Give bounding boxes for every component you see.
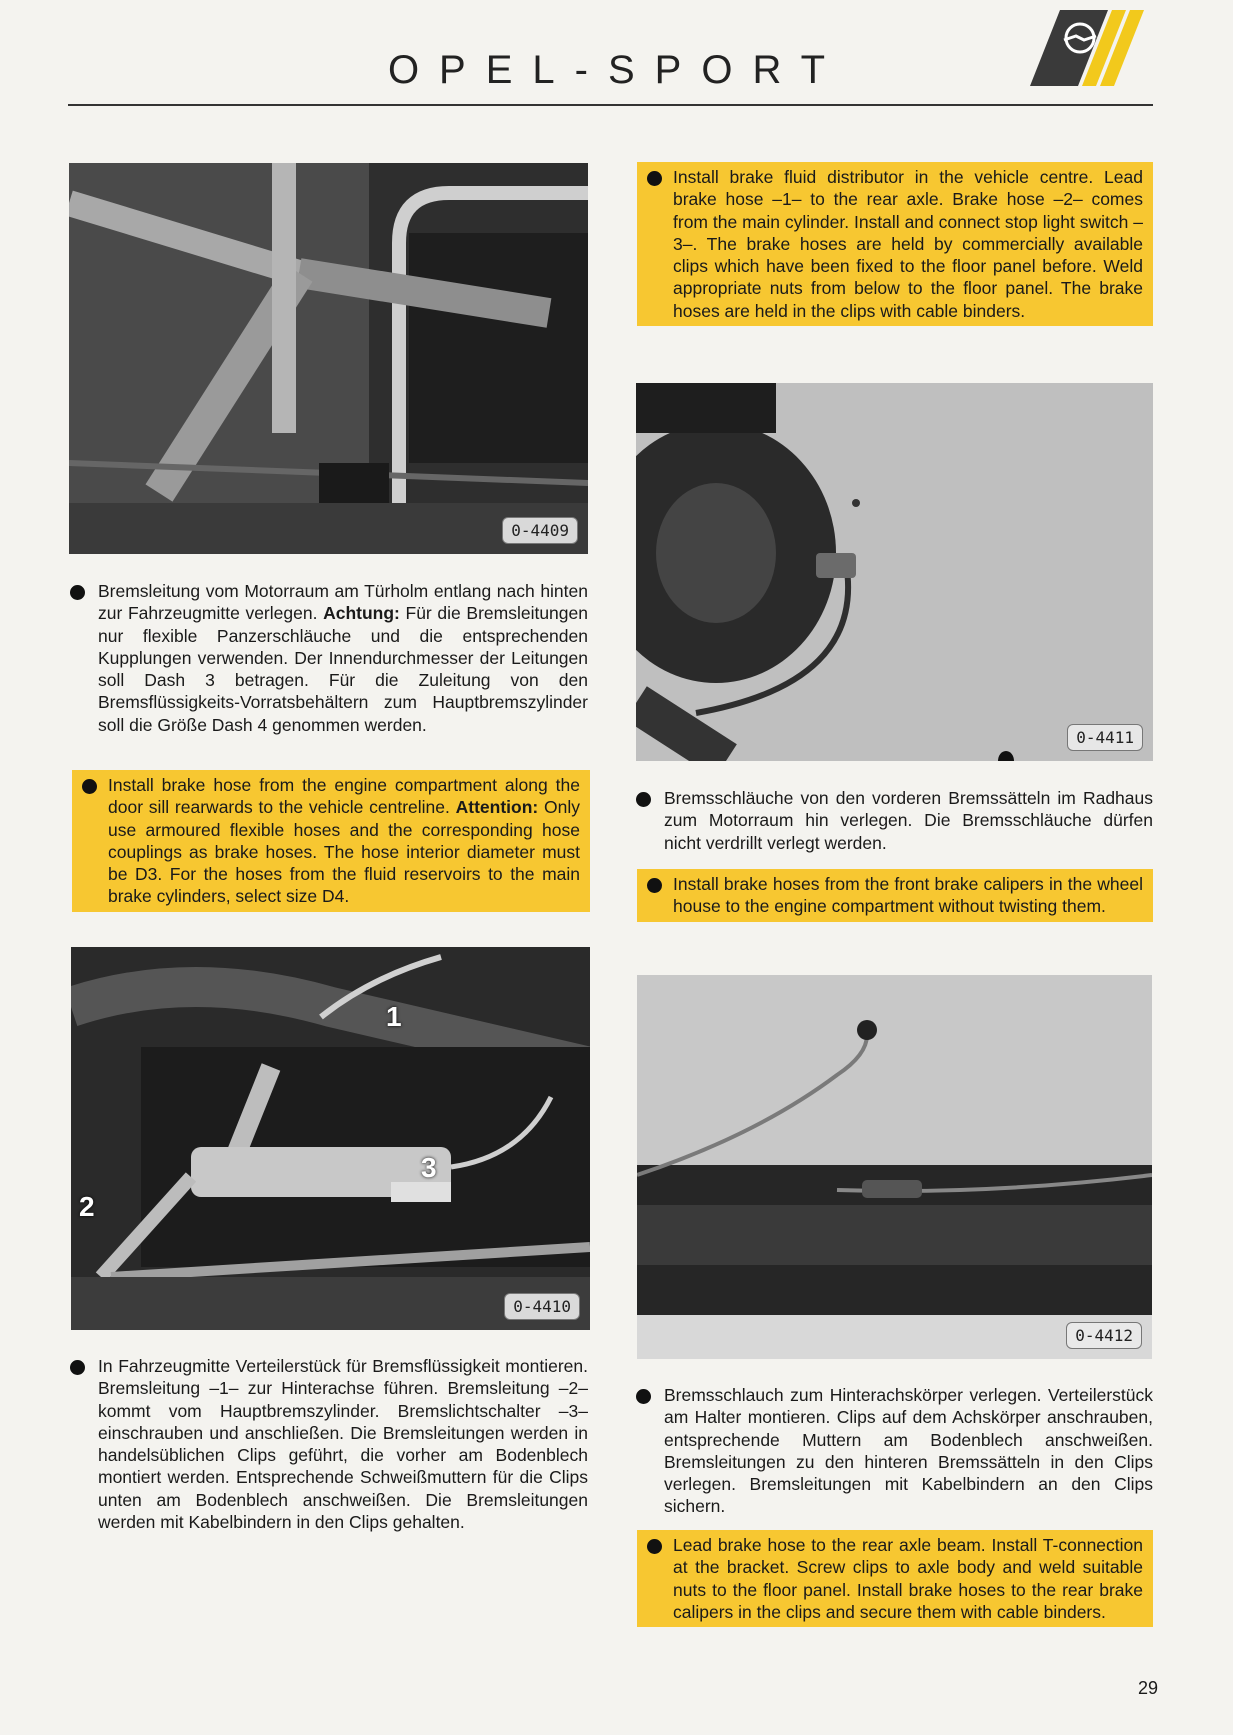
bullet-icon (82, 779, 97, 794)
paragraph-en-2: Install brake fluid distributor in the vehicle centre. Lead brake hose –1– to the rear axle. Brake hose –2– comes from the main cylinder. Install and connect stop light switch –3–. The brake hoses are held by commercially available clips which have been fixed to the floor panel before. Weld appropriate nuts from below to the floor panel. The brake hoses are held in the clips with cable binders. (637, 162, 1153, 326)
paragraph-de-4: Bremsschlauch zum Hinterachskörper verlegen. Verteilerstück am Halter montieren. Clips auf dem Achskörper anschrauben, entsprechende Muttern am Bodenblech anschweißen. Bremsleitungen zu den hinteren Bremssätteln in den Clips verlegen. Bremsleitungen mit Kabelbindern an den Clips sichern. (664, 1384, 1153, 1518)
bullet-icon (636, 792, 651, 807)
opel-logo (1020, 6, 1160, 90)
page-number: 29 (1137, 1678, 1158, 1698)
bullet-icon (636, 1389, 651, 1404)
photo-code: 0-4412 (1066, 1322, 1142, 1349)
paragraph-en-3: Install brake hoses from the front brake calipers in the wheel house to the engine compartment without twisting them. (637, 869, 1153, 922)
callout-3: 3 (421, 1152, 437, 1183)
callout-1: 1 (386, 1001, 402, 1032)
callout-2: 2 (79, 1191, 95, 1222)
paragraph-en-1: Install brake hose from the engine compartment along the door sill rearwards to the vehicle centreline. Attention: Only use armoured flexible hoses and the corresponding hose couplings as brake hoses. The hose interior diameter must be D3. For the hoses from the fluid reservoirs to the main brake cylinders, select size D4. (72, 770, 590, 912)
photo-front-wheel-house (636, 383, 1153, 761)
photo-code: 0-4411 (1067, 724, 1143, 751)
paragraph-en-4: Lead brake hose to the rear axle beam. Install T-connection at the bracket. Screw clips to axle body and weld suitable nuts to the floor panel. Install brake hoses to the rear brake calipers in the clips and secure them with cable binders. (637, 1530, 1153, 1627)
photo-code: 0-4410 (504, 1293, 580, 1320)
bullet-icon (70, 585, 85, 600)
paragraph-de-3: Bremsschläuche von den vorderen Bremssätteln im Radhaus zum Motorraum hin verlegen. Die Bremsschläuche dürfen nicht verdrillt verlegt werden. (664, 787, 1153, 854)
paragraph-de-1: Bremsleitung vom Motorraum am Türholm entlang nach hinten zur Fahrzeugmitte verlegen. Achtung: Für die Bremsleitungen nur flexible Panzerschläuche und die entsprechenden Kupplungen verwenden. Der Innendurchmesser der Leitungen soll Dash 3 betragen. Für die Zuleitung von den Bremsflüssigkeits-Vorratsbehältern zum Hauptbremszylinder soll die Größe Dash 4 genommen werden. (98, 580, 588, 736)
page-title: OPEL-SPORT (387, 48, 846, 92)
photo-rear-axle (637, 975, 1152, 1359)
photo-brake-distributor (71, 947, 590, 1330)
bullet-icon (647, 1539, 662, 1554)
photo-roll-cage (69, 163, 588, 554)
photo-code: 0-4409 (502, 517, 578, 544)
paragraph-de-2: In Fahrzeugmitte Verteilerstück für Bremsflüssigkeit montieren. Bremsleitung –1– zur Hinterachse führen. Bremsleitung –2– kommt vom Hauptbremszylinder. Bremslichtschalter –3– einschrauben und anschließen. Die Bremsleitungen werden in handelsüblichen Clips geführt, die vorher am Bodenblech montiert werden. Entsprechende Schweißmuttern für die Clips unten am Bodenblech anschweißen. Die Bremsleitungen werden mit Kabelbindern in den Clips gehalten. (98, 1355, 588, 1533)
header-rule (68, 104, 1153, 106)
bullet-icon (647, 171, 662, 186)
bullet-icon (70, 1360, 85, 1375)
bullet-icon (647, 878, 662, 893)
